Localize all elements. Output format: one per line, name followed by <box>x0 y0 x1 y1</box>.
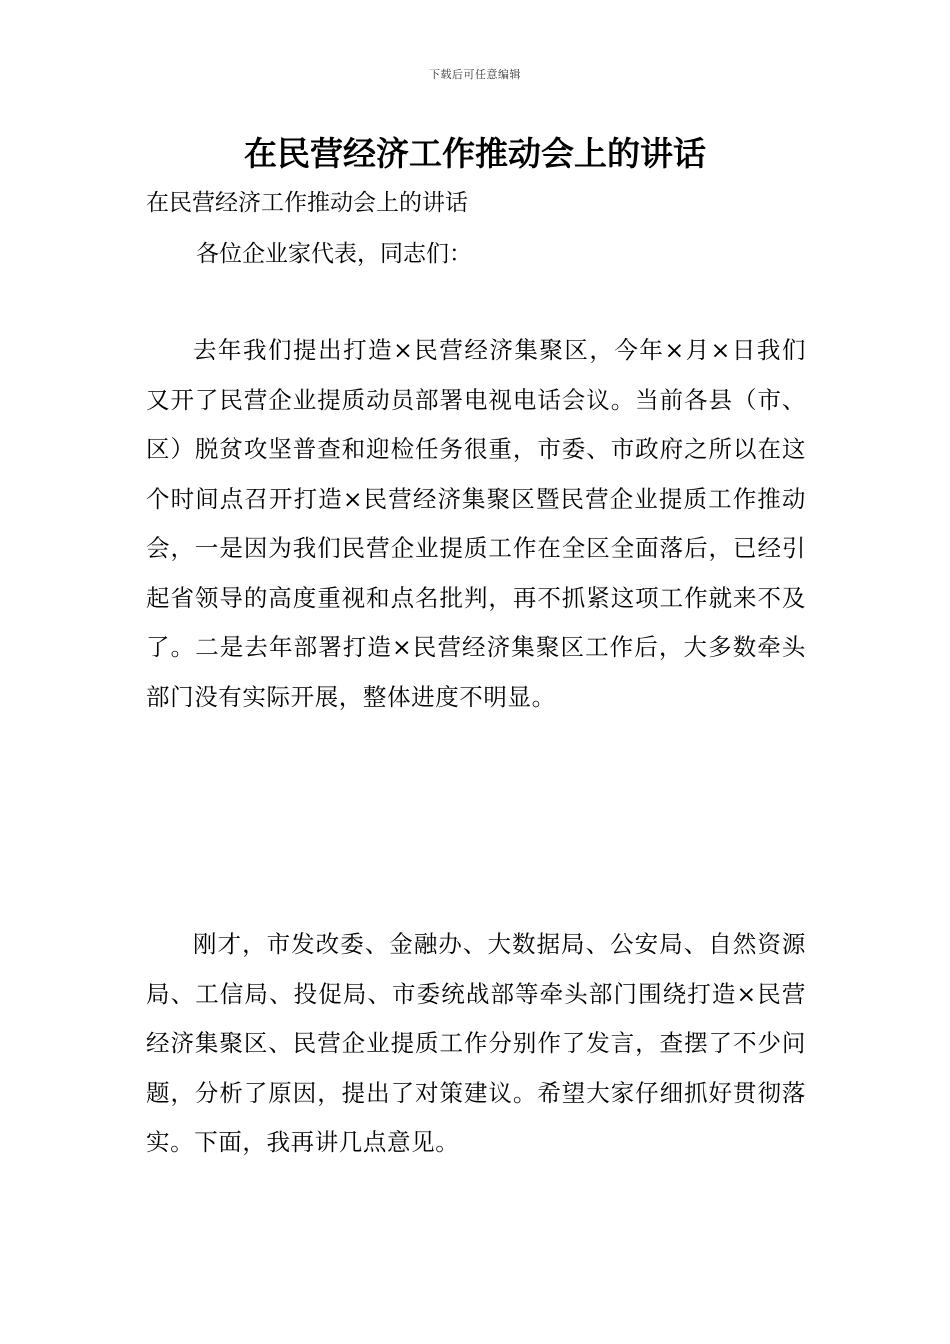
greeting-line: 各位企业家代表，同志们： <box>196 241 472 267</box>
header-note: 下载后可任意编辑 <box>429 68 521 81</box>
body-paragraph: 去年我们提出打造×民营经济集聚区，今年×月×日我们又开了民营企业提质动员部署电视电话会议。当前各县（市、区）脱贫攻坚普查和迎检任务很重，市委、市政府之所以在这个时间点召开打造×民营经济集聚区暨民营企业提质工作推动会，一是因为我们民营企业提质工作在全区全面落后，已经引起省领导的高度重视和点名批判，再不抓紧这项工作就来不及了。二是去年部署打造×民营经济集聚区工作后，大多数牵头部门没有实际开展，整体进度不明显。 <box>146 336 806 711</box>
document-subtitle: 在民营经济工作推动会上的讲话 <box>146 190 468 216</box>
document-title: 在民营经济工作推动会上的讲话 <box>244 134 706 173</box>
body-paragraph: 刚才，市发改委、金融办、大数据局、公安局、自然资源局、工信局、投促局、市委统战部等牵头部门围绕打造×民营经济集聚区、民营企业提质工作分别作了发言，查摆了不少问题，分析了原因，提出了对策建议。希望大家仔细抓好贯彻落实。下面，我再讲几点意见。 <box>146 930 806 1156</box>
